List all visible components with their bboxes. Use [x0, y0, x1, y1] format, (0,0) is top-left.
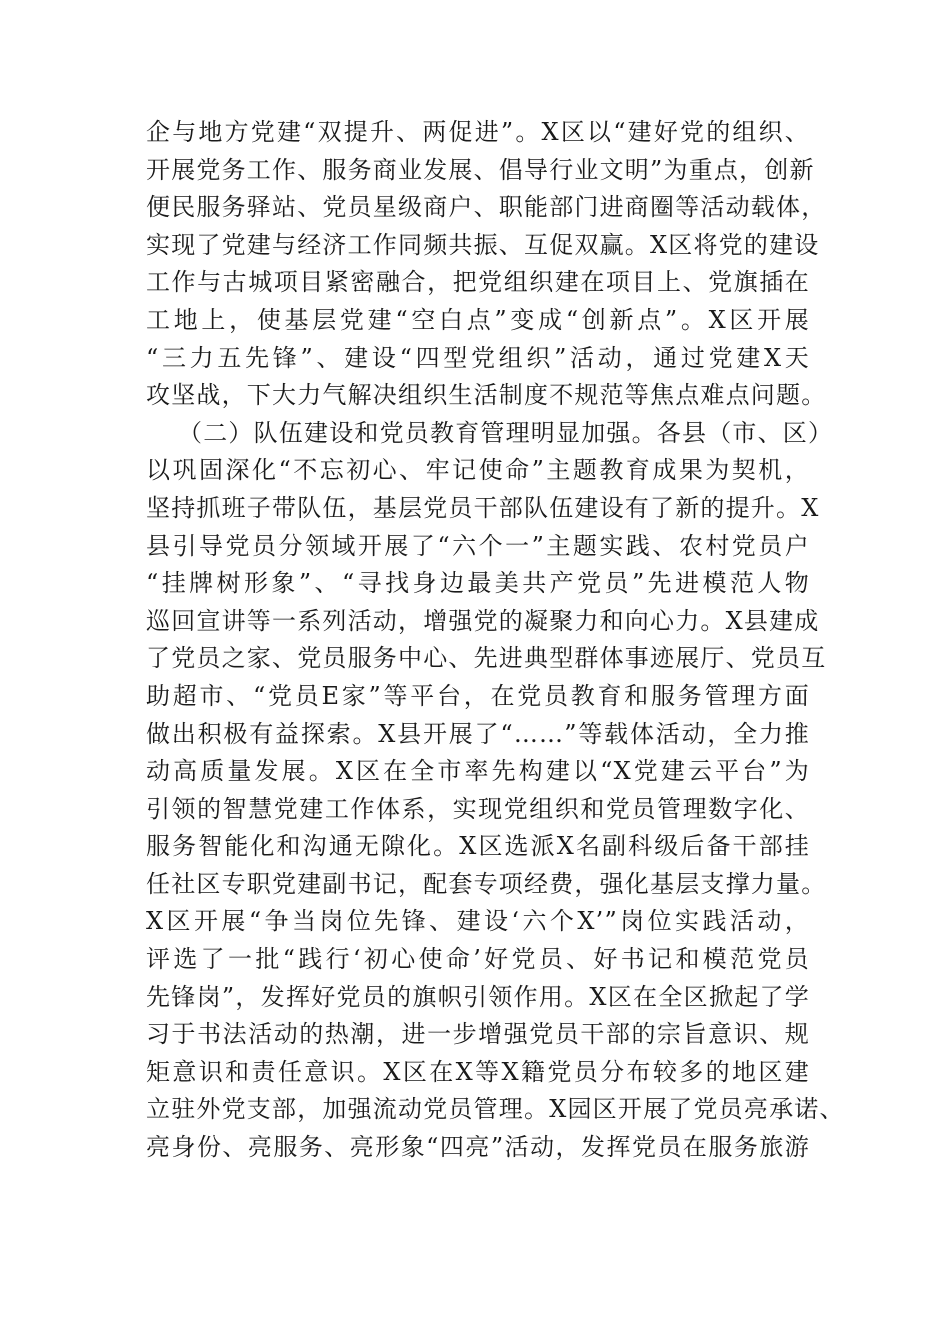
paragraph-line: 矩意识和责任意识。X区在X等X籍党员分布较多的地区建 [146, 1057, 810, 1086]
paragraph-line: 攻坚战，下大力气解决组织生活制度不规范等焦点难点问题。 [146, 381, 827, 410]
paragraph-2 [146, 415, 845, 1167]
paragraph-line: 工地上，使基层党建“空白点”变成“创新点”。X区开展 [146, 305, 810, 334]
paragraph-line: 了党员之家、党员服务中心、先进典型群体事迹展厅、党员互 [146, 644, 827, 673]
paragraph-line: 引领的智慧党建工作体系，实现党组织和党员管理数字化、 [146, 794, 810, 823]
document-body [146, 114, 845, 1167]
paragraph-line: 开展党务工作、服务商业发展、倡导行业文明”为重点，创新 [146, 155, 815, 184]
section-heading-line: （二）队伍建设和党员教育管理明显加强。各县（市、区） [178, 418, 834, 447]
paragraph-line: 实现了党建与经济工作同频共振、互促双赢。X区将党的建设 [146, 230, 820, 259]
paragraph-line: 坚持抓班子带队伍，基层党员干部队伍建设有了新的提升。X [146, 493, 820, 522]
paragraph-line: 巡回宣讲等一系列活动，增强党的凝聚力和向心力。X县建成 [146, 606, 820, 635]
paragraph-line: 评选了一批“践行‘初心使命’好党员、好书记和模范党员 [146, 945, 810, 974]
paragraph-line: 任社区专职党建副书记，配套专项经费，强化基层支撑力量。 [146, 869, 827, 898]
paragraph-line: 先锋岗”，发挥好党员的旗帜引领作用。X区在全区掀起了学 [146, 982, 810, 1011]
paragraph-1 [146, 114, 827, 415]
paragraph-line: 服务智能化和沟通无隙化。X区选派X名副科级后备干部挂 [146, 832, 810, 861]
paragraph-line: 助超市、“党员E家”等平台，在党员教育和服务管理方面 [146, 681, 810, 710]
paragraph-line: 企与地方党建“双提升、两促进”。X区以“建好党的组织、 [146, 118, 810, 146]
paragraph-line: 县引导党员分领域开展了“六个一”主题实践、农村党员户 [146, 531, 810, 560]
paragraph-line: 工作与古城项目紧密融合，把党组织建在项目上、党旗插在 [146, 268, 810, 297]
paragraph-line: 以巩固深化“不忘初心、牢记使命”主题教育成果为契机， [146, 456, 810, 485]
paragraph-line: 动高质量发展。X区在全市率先构建以“X党建云平台”为 [146, 757, 810, 786]
paragraph-line: 做出积极有益探索。X县开展了“……”等载体活动，全力推 [146, 719, 810, 748]
paragraph-line: 习于书法活动的热潮，进一步增强党员干部的宗旨意识、规 [146, 1020, 810, 1049]
paragraph-line: X区开展“争当岗位先锋、建设‘六个X’”岗位实践活动， [146, 907, 810, 936]
paragraph-line: “挂牌树形象”、“寻找身边最美共产党员”先进模范人物 [146, 569, 810, 598]
paragraph-line: 亮身份、亮服务、亮形象“四亮”活动，发挥党员在服务旅游 [146, 1133, 810, 1162]
paragraph-line: 立驻外党支部，加强流动党员管理。X园区开展了党员亮承诺、 [146, 1095, 845, 1124]
paragraph-line: “三力五先锋”、建设“四型党组织”活动，通过党建X天 [146, 343, 810, 372]
paragraph-line: 便民服务驿站、党员星级商户、职能部门进商圈等活动载体， [146, 193, 827, 222]
